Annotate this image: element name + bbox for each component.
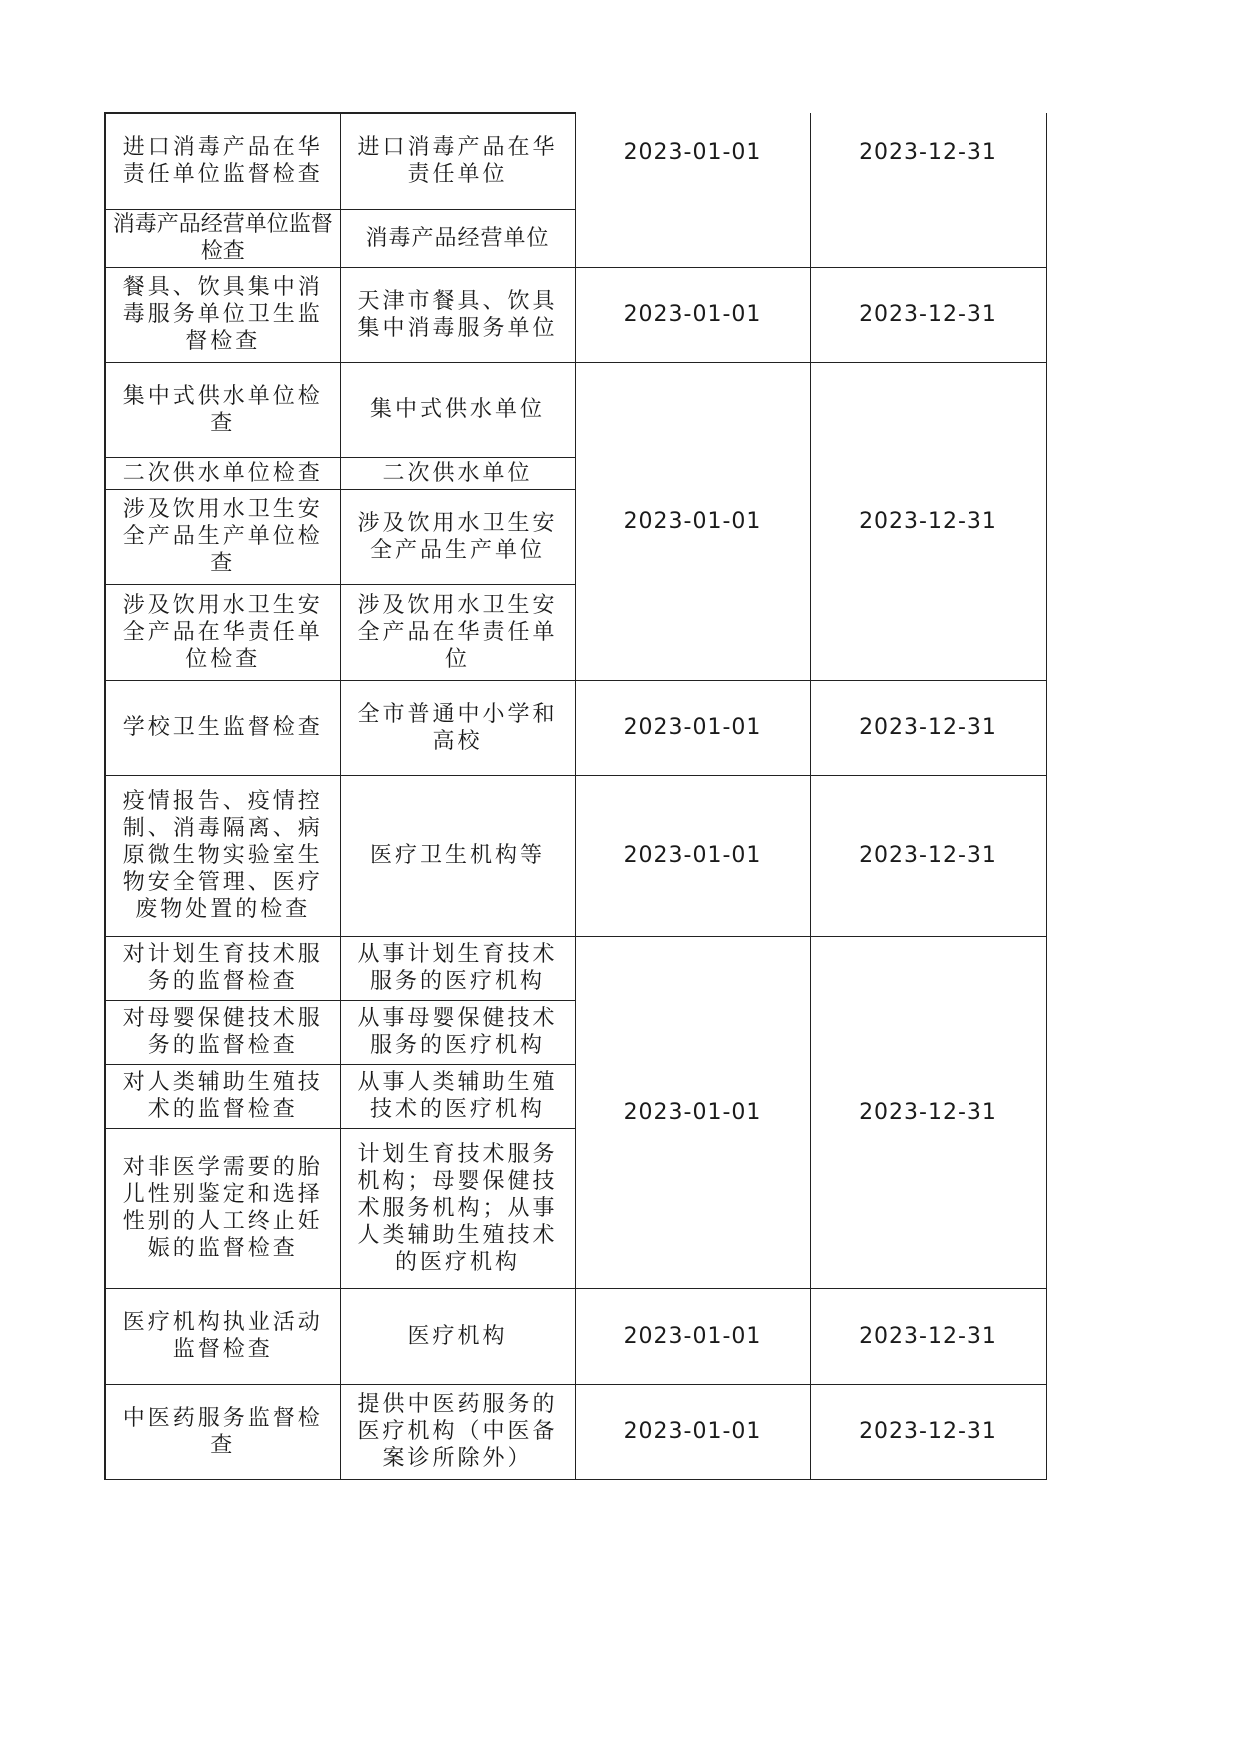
inspection-item: 进口消毒产品在华责任单位监督检查 (105, 113, 340, 209)
end-date: 2023-12-31 (810, 1288, 1046, 1384)
inspection-item: 学校卫生监督检查 (105, 680, 340, 775)
inspection-target: 计划生育技术服务机构；母婴保健技术服务机构；从事人类辅助生殖技术的医疗机构 (340, 1128, 575, 1288)
inspection-item: 医疗机构执业活动监督检查 (105, 1288, 340, 1384)
inspection-target: 从事计划生育技术服务的医疗机构 (340, 936, 575, 1000)
table-row (105, 362, 1046, 457)
inspection-table (104, 112, 1047, 1480)
table-row (105, 936, 1046, 1000)
inspection-item: 涉及饮用水卫生安全产品在华责任单位检查 (105, 584, 340, 680)
inspection-target: 进口消毒产品在华责任单位 (340, 113, 575, 209)
inspection-target: 从事母婴保健技术服务的医疗机构 (340, 1000, 575, 1064)
inspection-target: 二次供水单位 (340, 457, 575, 489)
inspection-target: 从事人类辅助生殖技术的医疗机构 (340, 1064, 575, 1128)
inspection-item: 消毒产品经营单位监督检查 (105, 209, 340, 267)
start-date: 2023-01-01 (575, 267, 810, 362)
inspection-target: 天津市餐具、饮具集中消毒服务单位 (340, 267, 575, 362)
end-date: 2023-12-31 (810, 680, 1046, 775)
start-date: 2023-01-01 (575, 1384, 810, 1479)
inspection-item: 中医药服务监督检查 (105, 1384, 340, 1479)
inspection-target: 消毒产品经营单位 (340, 209, 575, 267)
end-date: 2023-12-31 (810, 113, 1046, 267)
end-date: 2023-12-31 (810, 1384, 1046, 1479)
table-row (105, 1384, 1046, 1479)
inspection-target: 涉及饮用水卫生安全产品生产单位 (340, 489, 575, 584)
end-date: 2023-12-31 (810, 362, 1046, 680)
start-date: 2023-01-01 (575, 362, 810, 680)
table-row (105, 113, 1046, 209)
table-row (105, 1288, 1046, 1384)
table-row (105, 775, 1046, 936)
inspection-item: 二次供水单位检查 (105, 457, 340, 489)
end-date: 2023-12-31 (810, 936, 1046, 1288)
inspection-target: 医疗机构 (340, 1288, 575, 1384)
inspection-item: 涉及饮用水卫生安全产品生产单位检查 (105, 489, 340, 584)
table-row (105, 680, 1046, 775)
start-date: 2023-01-01 (575, 775, 810, 936)
inspection-target: 提供中医药服务的医疗机构（中医备案诊所除外） (340, 1384, 575, 1479)
inspection-target: 全市普通中小学和高校 (340, 680, 575, 775)
inspection-item: 对人类辅助生殖技术的监督检查 (105, 1064, 340, 1128)
start-date: 2023-01-01 (575, 680, 810, 775)
inspection-item: 集中式供水单位检查 (105, 362, 340, 457)
inspection-item: 疫情报告、疫情控制、消毒隔离、病原微生物实验室生物安全管理、医疗废物处置的检查 (105, 775, 340, 936)
start-date: 2023-01-01 (575, 936, 810, 1288)
end-date: 2023-12-31 (810, 267, 1046, 362)
start-date: 2023-01-01 (575, 1288, 810, 1384)
inspection-target: 涉及饮用水卫生安全产品在华责任单位 (340, 584, 575, 680)
inspection-item: 餐具、饮具集中消毒服务单位卫生监督检查 (105, 267, 340, 362)
inspection-item: 对计划生育技术服务的监督检查 (105, 936, 340, 1000)
end-date: 2023-12-31 (810, 775, 1046, 936)
start-date: 2023-01-01 (575, 113, 810, 267)
inspection-item: 对非医学需要的胎儿性别鉴定和选择性别的人工终止妊娠的监督检查 (105, 1128, 340, 1288)
inspection-target: 集中式供水单位 (340, 362, 575, 457)
table-row (105, 267, 1046, 362)
inspection-target: 医疗卫生机构等 (340, 775, 575, 936)
inspection-item: 对母婴保健技术服务的监督检查 (105, 1000, 340, 1064)
